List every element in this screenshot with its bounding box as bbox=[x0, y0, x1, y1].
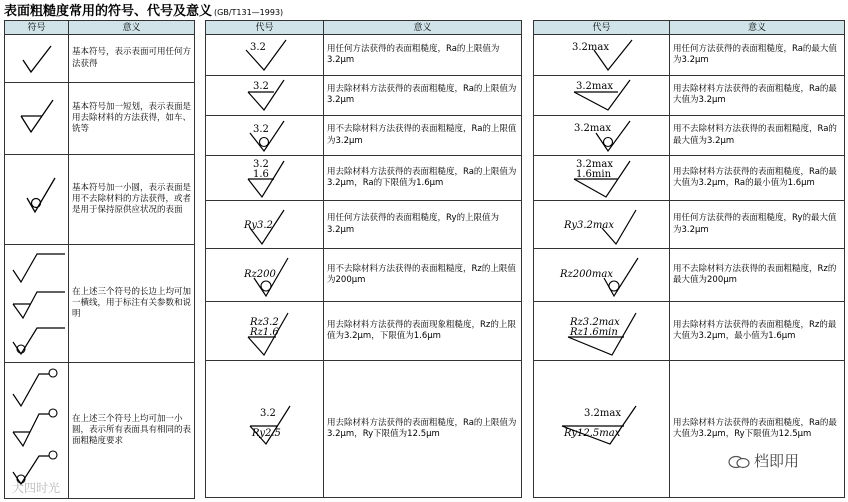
table-row bbox=[5, 83, 195, 155]
code-label: 3.2max bbox=[576, 159, 613, 171]
meaning-cell: 用不去除材料方法获得的表面粗糙度，Rz的最大值为200μm bbox=[670, 249, 845, 302]
meaning-cell: 用去除材料方法获得的表面粗糙度，Ra的上限值为3.2μm，Ra的下限值为1.6μm bbox=[324, 156, 522, 200]
header-meaning: 意义 bbox=[670, 21, 845, 35]
table-row bbox=[206, 249, 522, 302]
header-symbol: 符号 bbox=[5, 21, 69, 35]
code-cell bbox=[534, 249, 670, 302]
table-row bbox=[206, 156, 522, 200]
code-cell bbox=[534, 360, 670, 497]
code-cell bbox=[206, 75, 324, 115]
no-removal-symbol bbox=[5, 155, 69, 245]
header-meaning: 意义 bbox=[324, 21, 522, 35]
meaning-cell: 用任何方法获得的表面粗糙度，Ry的上限值为3.2μm bbox=[324, 200, 522, 249]
meaning-cell: 基本符号，表示表面可用任何方法获得 bbox=[69, 35, 195, 83]
code-cell bbox=[534, 200, 670, 249]
table-row bbox=[534, 249, 845, 302]
code-cell bbox=[206, 249, 324, 302]
meaning-cell: 用不去除材料方法获得的表面粗糙度，Ra的最大值为3.2μm bbox=[670, 115, 845, 155]
code-table-max-min bbox=[533, 20, 845, 498]
code-label: 3.2 bbox=[253, 123, 269, 135]
code-label: Ry3.2max bbox=[564, 219, 614, 231]
code-label: 3.2max bbox=[576, 81, 613, 93]
code-label: 3.2 bbox=[253, 159, 269, 171]
code-label: 1.6min bbox=[576, 169, 612, 181]
code-cell bbox=[534, 35, 670, 75]
table-row bbox=[534, 115, 845, 155]
table-row bbox=[5, 245, 195, 363]
code-label: Rz200 bbox=[244, 269, 276, 281]
code-label: Rz200max bbox=[560, 269, 613, 281]
code-label: Rz3.2max bbox=[570, 316, 620, 328]
code-cell bbox=[206, 360, 324, 497]
code-label: Ry3.2 bbox=[244, 219, 273, 231]
code-cell bbox=[534, 75, 670, 115]
code-cell bbox=[534, 301, 670, 360]
page-title bbox=[4, 2, 283, 18]
code-label: Ry2.5 bbox=[252, 427, 281, 439]
code-cell bbox=[206, 35, 324, 75]
basic-symbol bbox=[5, 35, 69, 83]
brand-logo bbox=[728, 450, 799, 471]
code-cell bbox=[206, 200, 324, 249]
header-code: 代号 bbox=[534, 21, 670, 35]
meaning-cell: 用不去除材料方法获得的表面粗糙度，Rz的上限值为200μm bbox=[324, 249, 522, 302]
watermark: 大四时光 bbox=[12, 481, 61, 495]
meaning-cell: 用任何方法获得的表面粗糙度，Ry的最大值为3.2μm bbox=[670, 200, 845, 249]
table-row bbox=[534, 200, 845, 249]
header-code: 代号 bbox=[206, 21, 324, 35]
meaning-cell: 用去除材料方法获得的表面粗糙度，Ra的最大值为3.2μm bbox=[670, 75, 845, 115]
symbol-table bbox=[4, 20, 195, 499]
meaning-cell: 用不去除材料方法获得的表面粗糙度，Ra的上限值为3.2μm bbox=[324, 115, 522, 155]
meaning-cell: 用去除材料方法获得的表面粗糙度，Ra的最大值为3.2μm，Ra的最小值为1.6μm bbox=[670, 156, 845, 200]
code-cell bbox=[534, 115, 670, 155]
meaning-cell: 用去除材料方法获得的表面粗糙度，Rz的最大值为3.2μm，最小值为1.6μm bbox=[670, 301, 845, 360]
code-label: Rz1.6min bbox=[570, 326, 618, 338]
meaning-cell: 基本符号加一小圆，表示表面是用不去除材料的方法获得，或者是用于保持原供应状况的表面 bbox=[69, 155, 195, 245]
horizontal-line-symbols bbox=[5, 245, 69, 363]
removal-symbol bbox=[5, 83, 69, 155]
code-label: 3.2 bbox=[253, 81, 269, 93]
code-cell bbox=[534, 156, 670, 200]
code-label: 3.2max bbox=[574, 122, 611, 134]
table-row bbox=[534, 301, 845, 360]
meaning-cell: 用任何方法获得的表面粗糙度，Ra的最大值为3.2μm bbox=[670, 35, 845, 75]
meaning-cell: 基本符号加一短划，表示表面是用去除材料的方法获得，如车、铣等 bbox=[69, 83, 195, 155]
meaning-cell: 用去除材料方法获得的表面粗糙度，Ra的最大值为3.2μm，Ry下限值为12.5μm bbox=[670, 360, 845, 497]
title-main: 表面粗糙度常用的符号、代号及意义 bbox=[4, 4, 213, 19]
table-row bbox=[534, 75, 845, 115]
code-label: 3.2max bbox=[572, 41, 609, 53]
brand-name: 档即用 bbox=[754, 452, 800, 470]
code-label: Rz3.2 bbox=[250, 316, 279, 328]
table-row bbox=[206, 75, 522, 115]
code-label: 3.2 bbox=[260, 407, 276, 419]
table-row bbox=[534, 156, 845, 200]
code-label: Rz1.6 bbox=[250, 326, 279, 338]
title-standard: (GB/T131—1993) bbox=[214, 8, 284, 17]
table-row bbox=[206, 35, 522, 75]
meaning-cell: 用去除材料方法获得的表面粗糙度，Ra的上限值为3.2μm bbox=[324, 75, 522, 115]
code-label: 3.2max bbox=[584, 407, 621, 419]
table-row bbox=[5, 155, 195, 245]
table-row bbox=[206, 301, 522, 360]
code-label: Ry12.5max bbox=[564, 427, 621, 439]
meaning-cell: 用去除材料方法获得的表面现象粗糙度，Rz的上限值为3.2μm，下限值为1.6μm bbox=[324, 301, 522, 360]
meaning-cell: 在上述三个符号的长边上均可加一横线，用于标注有关参数和说明 bbox=[69, 245, 195, 363]
code-table-upper-limit bbox=[205, 20, 522, 498]
meaning-cell: 用去除材料方法获得的表面粗糙度，Ra的上限值为3.2μm，Ry下限值为12.5μm bbox=[324, 360, 522, 497]
wechat-icon bbox=[728, 455, 750, 469]
table-row bbox=[206, 360, 522, 497]
meaning-cell: 在上述三个符号上均可加一小圆，表示所有表面具有相同的表面粗糙度要求 bbox=[69, 363, 195, 499]
code-label: 1.6 bbox=[253, 169, 269, 181]
header-meaning: 意义 bbox=[69, 21, 195, 35]
meaning-cell: 用任何方法获得的表面粗糙度，Ra的上限值为3.2μm bbox=[324, 35, 522, 75]
code-cell bbox=[206, 156, 324, 200]
table-row bbox=[534, 360, 845, 497]
code-cell bbox=[206, 115, 324, 155]
table-row bbox=[534, 35, 845, 75]
table-row bbox=[5, 35, 195, 83]
code-label: 3.2 bbox=[250, 41, 266, 53]
table-row bbox=[206, 115, 522, 155]
code-cell bbox=[206, 301, 324, 360]
table-row bbox=[206, 200, 522, 249]
